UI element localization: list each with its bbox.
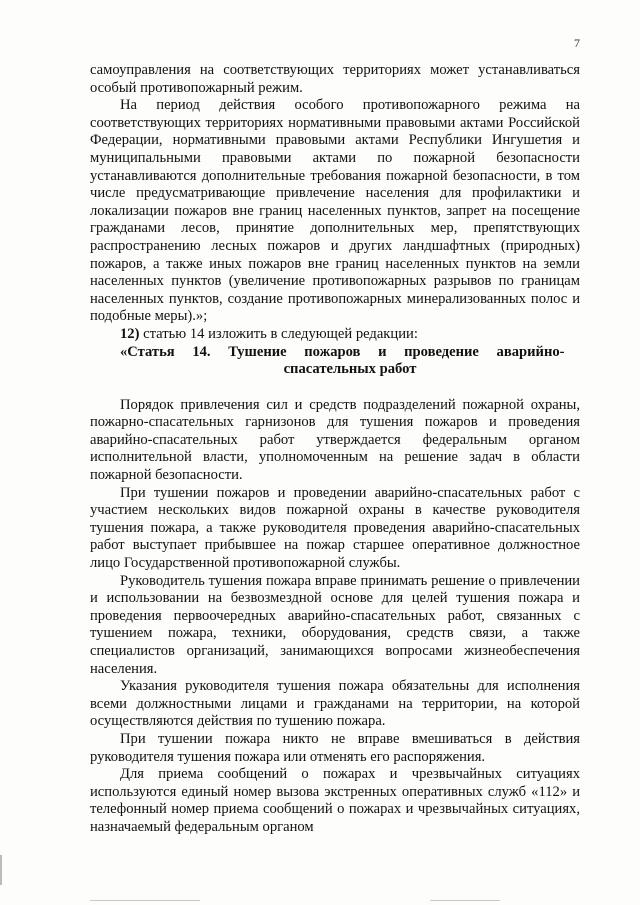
article-paragraph-emergency-number: Для приема сообщений о пожарах и чрезвычайных ситуациях используются единый номер вызова экстренных оперативных служб «112» и телефонный номер приема сообщений о пожарах и чрезвычайных ситуациях, назначаемый федеральным органом (90, 766, 580, 835)
page-number: 7 (574, 36, 580, 50)
article-paragraph-instructions: Указания руководителя тушения пожара обязательны для исполнения всеми должностными лицами и гражданами на территории, на которой осуществляются действия по тушению пожара. (90, 678, 580, 730)
article-title: «Статья 14. Тушение пожаров и проведение аварийно- (120, 343, 565, 360)
paragraph-special-regime: На период действия особого противопожарного режима на соответствующих территориях нормативными правовыми актами Российской Федерации, нормативными правовыми актами Республики Ингушетия и муниципальными правовыми актами по пожарной безопасности устанавливаются дополнительные требования пожарной безопасности, в том числе предусматривающие привлечение населения для профилактики и локализации пожаров вне границ населенных пунктов, запрет на посещение гражданами лесов, принятие дополнительных мер, препятствующих распространению лесных пожаров и других ландшафтных (природных) пожаров, а также иных пожаров вне границ населенных пунктов на земли населенных пунктов (увеличение противопожарных разрывов по границам населенных пунктов, создание противопожарных минерализованных полос и подобные меры).»; (90, 97, 580, 325)
scan-artifact-bottom-1 (90, 900, 200, 901)
article-paragraph-leader: При тушении пожаров и проведении аварийно-спасательных работ с участием нескольких видов пожарной охраны в качестве руководителя тушения пожара, а также руководителя проведения аварийно-спасательных работ выступает прибывшее на пожар старшее оперативное должностное лицо Государственной противопожарной службы. (90, 484, 580, 572)
article-paragraph-interference: При тушении пожара никто не вправе вмешиваться в действия руководителя тушения пожара или отменять его распоряжения. (90, 730, 580, 765)
article-paragraph-resources: Руководитель тушения пожара вправе принимать решение о привлечении и использовании на безвозмездной основе для целей тушения пожара и проведения первоочередных аварийно-спасательных работ, связанных с тушением пожара, техники, оборудования, средств связи, а также специалистов организаций, занимающихся вопросами жизнеобеспечения населения. (90, 572, 580, 677)
document-body (90, 62, 580, 837)
article-paragraph-procedure: Порядок привлечения сил и средств подразделений пожарной охраны, пожарно-спасательных гарнизонов для тушения пожаров и проведения аварийно-спасательных работ утверждается федеральным органом исполнительной власти, уполномоченным на решение задач в области пожарной безопасности. (90, 396, 580, 484)
scan-artifact-left (0, 855, 2, 885)
amendment-text: статью 14 изложить в следующей редакции: (139, 325, 418, 342)
amendment-item (90, 326, 580, 344)
article-title-continued: спасательных работ (283, 361, 417, 378)
section-spacer (90, 379, 580, 397)
amendment-number: 12) (120, 325, 140, 342)
scan-artifact-bottom-2 (430, 900, 500, 901)
paragraph-continued: самоуправления на соответствующих территориях может устанавливаться особый противопожарный режим. (90, 62, 580, 96)
